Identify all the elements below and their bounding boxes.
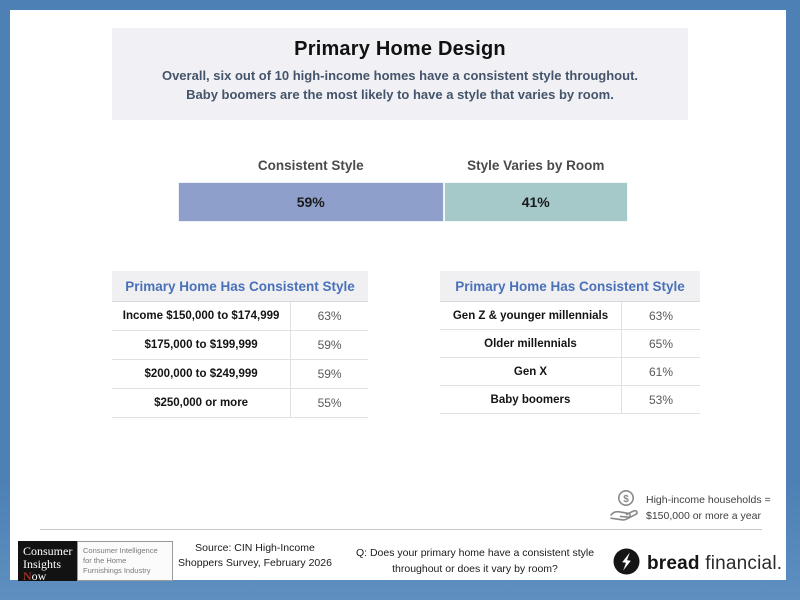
row-value: 55% — [317, 396, 342, 410]
cin-tagline-1: Consumer Intelligence — [83, 546, 158, 556]
high-income-note-text — [646, 493, 771, 523]
generation-table-header: Primary Home Has Consistent Style — [440, 271, 700, 302]
brand-word-bread: bread — [647, 553, 700, 574]
row-value: 59% — [317, 367, 342, 381]
stacked-bar — [178, 182, 628, 222]
cin-word-consumer: Consumer — [23, 544, 73, 558]
income-table — [112, 271, 368, 418]
table-row — [440, 386, 700, 414]
bar-label-consistent-style: Consistent Style — [257, 158, 364, 173]
row-value: 59% — [317, 338, 342, 352]
footer-divider — [40, 529, 762, 530]
row-label: $250,000 or more — [112, 389, 291, 417]
cin-word-now-rest: ow — [31, 569, 47, 584]
source-text: Source: CIN High-Income Shoppers Survey, February 2026 — [178, 542, 332, 570]
table-row — [112, 331, 368, 360]
table-row — [112, 360, 368, 389]
row-value: 65% — [648, 336, 674, 351]
note-line-2: $150,000 or more a year — [646, 509, 761, 522]
slide-panel — [10, 10, 786, 584]
row-label: Older millennials — [440, 330, 622, 357]
cin-logo-wordmark — [18, 541, 77, 584]
row-label: Baby boomers — [440, 386, 622, 413]
cin-word-now-initial: N — [23, 569, 32, 584]
note-line-1: High-income households = — [646, 494, 771, 507]
table-row — [112, 389, 368, 418]
page-title: Primary Home Design — [294, 38, 506, 60]
table-row — [440, 358, 700, 386]
income-table-header: Primary Home Has Consistent Style — [112, 271, 368, 302]
bread-financial-icon — [613, 548, 640, 580]
row-value: 63% — [317, 309, 342, 323]
table-row — [440, 330, 700, 358]
svg-text:$: $ — [623, 493, 629, 505]
bar-segment-consistent-style: 59% — [178, 182, 444, 222]
brand-word-financial: financial. — [699, 553, 783, 574]
bread-financial-wordmark — [647, 553, 782, 575]
title-box — [112, 28, 688, 120]
page-subtitle: Overall, six out of 10 high-income homes have a consistent style throughout. Baby boomers are the most likely to have a style that varies by room. — [161, 68, 639, 102]
consumer-insights-now-logo — [18, 541, 173, 584]
row-label: Gen Z & younger millennials — [440, 302, 622, 329]
row-value: 61% — [648, 364, 674, 379]
bar-label-style-varies: Style Varies by Room — [467, 158, 605, 173]
cin-tagline-3: Furnishings Industry — [83, 565, 151, 575]
hand-holding-dollar-coin-icon — [606, 488, 640, 529]
bar-segment-style-varies: 41% — [444, 182, 629, 222]
high-income-note — [606, 488, 776, 529]
bar-labels-row — [178, 150, 628, 176]
row-label: $200,000 to $249,999 — [112, 360, 291, 388]
generation-table — [440, 271, 700, 414]
row-label: Income $150,000 to $174,999 — [112, 302, 291, 330]
survey-question-text: Q: Does your primary home have a consistent style throughout or does it vary by room? — [355, 547, 595, 575]
cin-logo-tagline — [77, 541, 173, 581]
table-row — [112, 302, 368, 331]
table-row — [440, 302, 700, 330]
row-value: 53% — [648, 392, 674, 407]
row-label: Gen X — [440, 358, 622, 385]
bread-financial-logo — [613, 548, 782, 580]
row-label: $175,000 to $199,999 — [112, 331, 291, 359]
row-value: 63% — [648, 308, 674, 323]
cin-word-insights: Insights — [23, 556, 62, 571]
cin-tagline-2: for the Home — [83, 556, 127, 566]
